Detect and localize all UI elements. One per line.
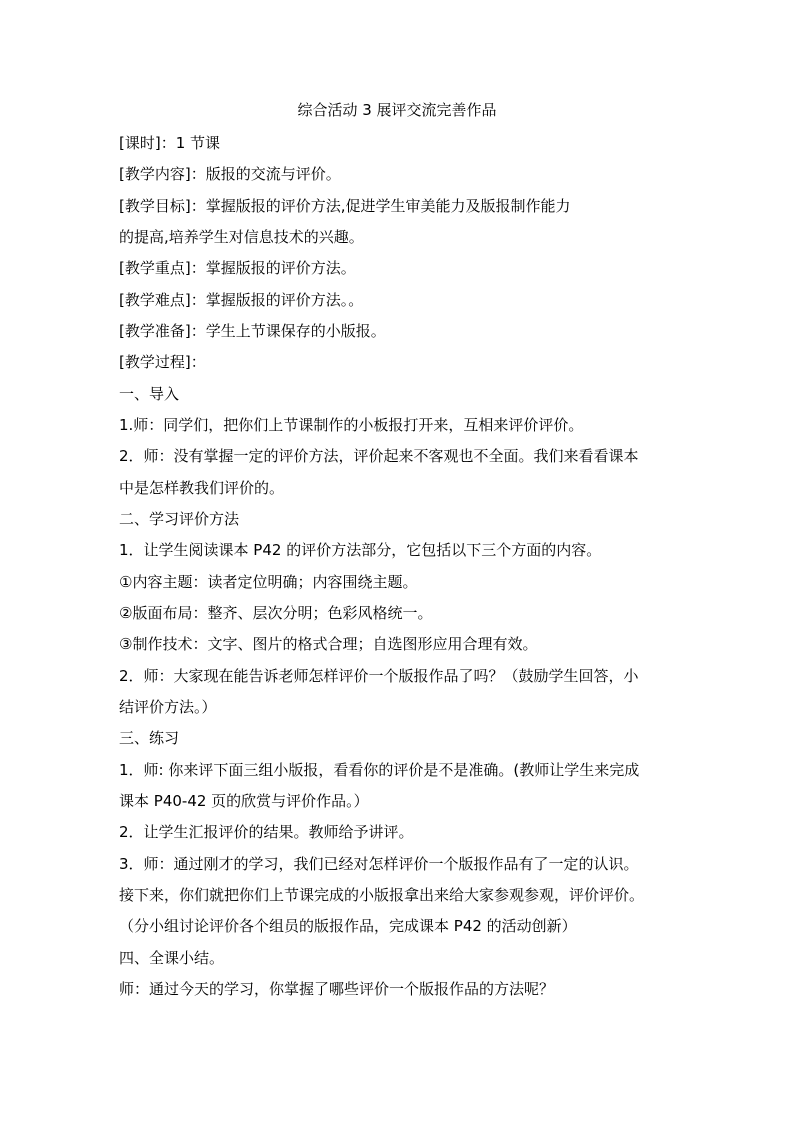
paragraph: 3．师：通过刚才的学习，我们已经对怎样评价一个版报作品有了一定的认识。 <box>119 855 639 873</box>
teaching-difficulty: [教学难点]：掌握版报的评价方法。。 <box>119 291 364 309</box>
teaching-goal-continued: 的提高,培养学生对信息技术的兴趣。 <box>119 228 364 246</box>
teaching-content: [教学内容]：版报的交流与评价。 <box>119 165 341 183</box>
list-item: ③制作技术：文字、图片的格式合理；自选图形应用合理有效。 <box>119 635 538 653</box>
paragraph: 1．师: 你来评下面三组小版报，看看你的评价是不是准确。(教师让学生来完成 <box>119 761 640 779</box>
paragraph: 1.师：同学们，把你们上节课制作的小板报打开来，互相来评价评价。 <box>119 416 584 434</box>
teaching-preparation: [教学准备]：学生上节课保存的小版报。 <box>119 322 386 340</box>
paragraph: 1．让学生阅读课本 P42 的评价方法部分，它包括以下三个方面的内容。 <box>119 541 602 559</box>
section-heading-intro: 一、导入 <box>119 385 180 403</box>
teaching-goal: [教学目标]：掌握版报的评价方法,促进学生审美能力及版报制作能力 <box>119 197 571 215</box>
document-title: 综合活动 3 展评交流完善作品 <box>297 101 497 119</box>
list-item: ②版面布局：整齐、层次分明；色彩风格统一。 <box>119 604 433 622</box>
teaching-process-heading: [教学过程]： <box>119 353 206 371</box>
list-item: ①内容主题：读者定位明确；内容围绕主题。 <box>119 573 418 591</box>
paragraph-continued: 结评价方法。） <box>119 698 217 716</box>
teaching-key-point: [教学重点]：掌握版报的评价方法。 <box>119 259 356 277</box>
paragraph-continued: （分小组讨论评价各个组员的版报作品，完成课本 P42 的活动创新） <box>119 917 577 935</box>
paragraph: 师：通过今天的学习，你掌握了哪些评价一个版报作品的方法呢？ <box>119 980 555 998</box>
section-heading-methods: 二、学习评价方法 <box>119 510 240 528</box>
paragraph: 2．让学生汇报评价的结果。教师给予讲评。 <box>119 823 414 841</box>
paragraph-continued: 课本 P40-42 页的欣赏与评价作品。） <box>119 792 369 810</box>
lesson-hours: [课时]：1 节课 <box>119 134 221 152</box>
section-heading-summary: 四、全课小结。 <box>119 949 225 967</box>
paragraph-continued: 接下来，你们就把你们上节课完成的小版报拿出来给大家参观参观，评价评价。 <box>119 886 645 904</box>
paragraph: 2．师：大家现在能告诉老师怎样评价一个版报作品了吗？（鼓励学生回答，小 <box>119 667 639 685</box>
paragraph: 2．师：没有掌握一定的评价方法，评价起来不客观也不全面。我们来看看课本 <box>119 447 639 465</box>
section-heading-practice: 三、练习 <box>119 729 180 747</box>
paragraph-continued: 中是怎样教我们评价的。 <box>119 479 285 497</box>
